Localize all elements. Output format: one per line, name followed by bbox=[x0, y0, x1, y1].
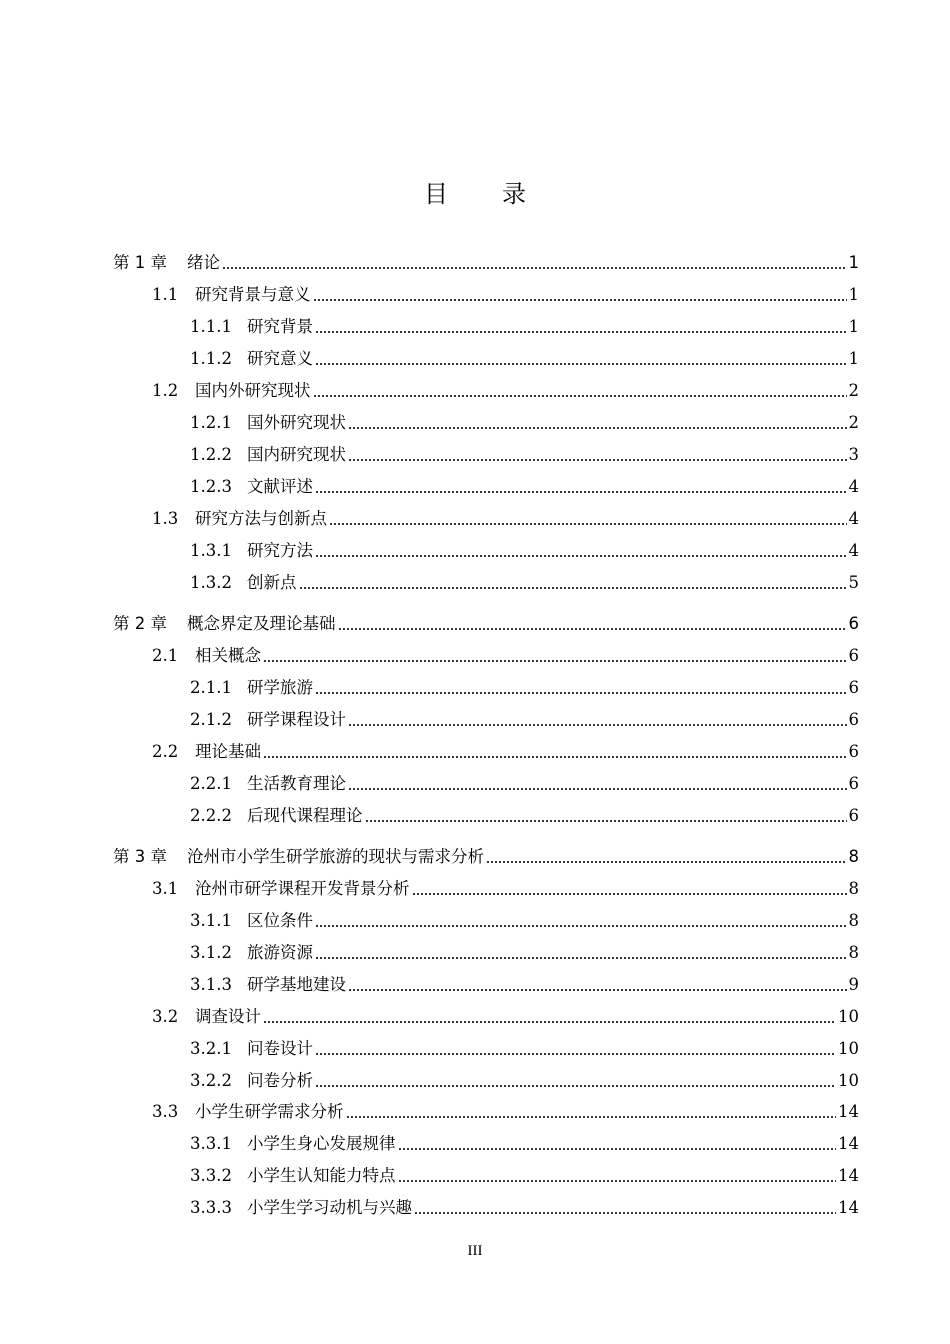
toc-dot-leader bbox=[315, 331, 847, 333]
toc-dot-leader bbox=[338, 628, 847, 630]
toc-entry-page: 9 bbox=[848, 975, 859, 994]
toc-entry-label: 绪论 bbox=[187, 253, 220, 272]
toc-entry-label: 概念界定及理论基础 bbox=[187, 614, 336, 633]
page-number: III bbox=[467, 1243, 483, 1259]
toc-entry-label: 调查设计 bbox=[195, 1007, 261, 1026]
toc-entry-label: 创新点 bbox=[247, 573, 297, 592]
toc-entry-number: 2.1.1 bbox=[190, 678, 232, 697]
toc-entry-number: 3.2 bbox=[152, 1007, 179, 1026]
toc-dot-leader bbox=[222, 267, 847, 269]
toc-entry-number: 3.3.1 bbox=[190, 1134, 232, 1153]
toc-entry-number: 3.3.2 bbox=[190, 1166, 232, 1185]
toc-entry-number: 3.3.3 bbox=[190, 1198, 232, 1217]
toc-entry-number: 1.2.2 bbox=[190, 445, 232, 464]
toc-entry-label: 旅游资源 bbox=[247, 943, 313, 962]
toc-entry[interactable] bbox=[152, 377, 859, 401]
toc-entry-label: 国内外研究现状 bbox=[195, 381, 311, 400]
toc-entry-number: 1.3 bbox=[152, 509, 179, 528]
toc-dot-leader bbox=[398, 1148, 837, 1150]
toc-entry-page: 14 bbox=[838, 1102, 859, 1121]
toc-title: 目录 bbox=[424, 180, 580, 208]
toc-entry-page: 1 bbox=[848, 253, 859, 272]
toc-entry-number: 1.2.1 bbox=[190, 413, 232, 432]
toc-entry[interactable] bbox=[152, 738, 859, 762]
toc-entry[interactable] bbox=[152, 875, 859, 899]
toc-entry[interactable] bbox=[152, 281, 859, 305]
toc-dot-leader bbox=[313, 395, 847, 397]
toc-entry-label: 研究方法与创新点 bbox=[195, 509, 327, 528]
toc-entry-label: 小学生认知能力特点 bbox=[247, 1166, 396, 1185]
toc-entry[interactable] bbox=[190, 1067, 859, 1091]
toc-entry-page: 10 bbox=[838, 1007, 859, 1026]
toc-entry-page: 2 bbox=[848, 381, 859, 400]
toc-entry-label: 问卷分析 bbox=[247, 1071, 313, 1090]
toc-dot-leader bbox=[313, 299, 847, 301]
toc-entry-number: 1.1.2 bbox=[190, 349, 232, 368]
toc-dot-leader bbox=[486, 861, 847, 863]
toc-entry-label: 后现代课程理论 bbox=[247, 806, 363, 825]
toc-entry[interactable] bbox=[190, 537, 859, 561]
toc-entry-number: 3.3 bbox=[152, 1102, 179, 1121]
toc-entry-label: 沧州市研学课程开发背景分析 bbox=[195, 879, 410, 898]
toc-entry-label: 研究背景与意义 bbox=[195, 285, 311, 304]
toc-entry[interactable] bbox=[190, 802, 859, 826]
toc-entry-page: 1 bbox=[848, 317, 859, 336]
toc-entry-page: 4 bbox=[848, 477, 859, 496]
toc-entry[interactable] bbox=[190, 1130, 859, 1154]
toc-entry-label: 国内研究现状 bbox=[247, 445, 346, 464]
toc-entry-label: 研学旅游 bbox=[247, 678, 313, 697]
toc-entry-label: 区位条件 bbox=[247, 911, 313, 930]
toc-dot-leader bbox=[414, 1212, 836, 1214]
toc-entry[interactable] bbox=[152, 642, 859, 666]
toc-entry-label: 小学生研学需求分析 bbox=[195, 1102, 344, 1121]
toc-entry-number: 第 2 章 bbox=[113, 614, 167, 633]
toc-dot-leader bbox=[348, 459, 847, 461]
toc-entry[interactable] bbox=[190, 770, 859, 794]
toc-entry-number: 1.1 bbox=[152, 285, 179, 304]
toc-dot-leader bbox=[315, 1053, 836, 1055]
toc-entry-page: 6 bbox=[848, 774, 859, 793]
toc-entry[interactable] bbox=[113, 610, 859, 634]
toc-entry-number: 2.1 bbox=[152, 646, 179, 665]
toc-entry-label: 文献评述 bbox=[247, 477, 313, 496]
toc-entry-number: 3.1.2 bbox=[190, 943, 232, 962]
toc-dot-leader bbox=[315, 363, 847, 365]
toc-entry-number: 3.1 bbox=[152, 879, 179, 898]
toc-entry-label: 研究方法 bbox=[247, 541, 313, 560]
toc-entry-number: 1.1.1 bbox=[190, 317, 232, 336]
toc-entry[interactable] bbox=[152, 505, 859, 529]
toc-entry[interactable] bbox=[190, 1162, 859, 1186]
toc-entry-page: 6 bbox=[848, 806, 859, 825]
toc-entry-page: 2 bbox=[848, 413, 859, 432]
toc-entry-label: 研学课程设计 bbox=[247, 710, 346, 729]
toc-entry-label: 研究意义 bbox=[247, 349, 313, 368]
toc-dot-leader bbox=[329, 523, 847, 525]
toc-entry-number: 2.2.1 bbox=[190, 774, 232, 793]
toc-entry-page: 14 bbox=[838, 1166, 859, 1185]
toc-entry-label: 国外研究现状 bbox=[247, 413, 346, 432]
toc-entry-page: 10 bbox=[838, 1071, 859, 1090]
toc-entry-page: 3 bbox=[848, 445, 859, 464]
toc-dot-leader bbox=[348, 427, 847, 429]
toc-entry[interactable] bbox=[190, 939, 859, 963]
toc-entry-page: 14 bbox=[838, 1134, 859, 1153]
toc-dot-leader bbox=[263, 660, 847, 662]
toc-entry-number: 1.2.3 bbox=[190, 477, 232, 496]
toc-dot-leader bbox=[315, 957, 847, 959]
toc-entry[interactable] bbox=[190, 345, 859, 369]
toc-entry[interactable] bbox=[152, 1098, 859, 1122]
toc-entry-page: 6 bbox=[848, 678, 859, 697]
toc-entry[interactable] bbox=[190, 907, 859, 931]
toc-entry-page: 6 bbox=[848, 614, 859, 633]
toc-entry-page: 4 bbox=[848, 541, 859, 560]
toc-entry[interactable] bbox=[190, 441, 859, 465]
toc-entry[interactable] bbox=[190, 569, 859, 593]
toc-entry-page: 8 bbox=[848, 879, 859, 898]
toc-entry-number: 1.3.2 bbox=[190, 573, 232, 592]
toc-entry-number: 第 1 章 bbox=[113, 253, 167, 272]
toc-dot-leader bbox=[365, 820, 847, 822]
toc-entry-number: 第 3 章 bbox=[113, 847, 167, 866]
toc-entry[interactable] bbox=[113, 843, 859, 867]
toc-entry[interactable] bbox=[113, 249, 859, 273]
toc-entry-page: 4 bbox=[848, 509, 859, 528]
toc-entry-label: 小学生学习动机与兴趣 bbox=[247, 1198, 412, 1217]
toc-dot-leader bbox=[348, 788, 847, 790]
toc-dot-leader bbox=[315, 925, 847, 927]
toc-entry-number: 2.1.2 bbox=[190, 710, 232, 729]
toc-entry-page: 1 bbox=[848, 349, 859, 368]
toc-dot-leader bbox=[412, 893, 847, 895]
toc-entry[interactable] bbox=[190, 409, 859, 433]
toc-dot-leader bbox=[263, 756, 847, 758]
toc-entry[interactable] bbox=[152, 1003, 859, 1027]
toc-entry-label: 相关概念 bbox=[195, 646, 261, 665]
toc-entry[interactable] bbox=[190, 674, 859, 698]
toc-entry-number: 3.2.2 bbox=[190, 1071, 232, 1090]
toc-entry-page: 14 bbox=[838, 1198, 859, 1217]
toc-entry-page: 1 bbox=[848, 285, 859, 304]
toc-entry-page: 6 bbox=[848, 710, 859, 729]
toc-entry-label: 小学生身心发展规律 bbox=[247, 1134, 396, 1153]
toc-entry-page: 10 bbox=[838, 1039, 859, 1058]
toc-entry[interactable] bbox=[190, 706, 859, 730]
toc-entry-number: 2.2.2 bbox=[190, 806, 232, 825]
toc-dot-leader bbox=[398, 1180, 837, 1182]
toc-entry[interactable] bbox=[190, 313, 859, 337]
toc-entry-label: 研学基地建设 bbox=[247, 975, 346, 994]
toc-dot-leader bbox=[299, 587, 847, 589]
toc-entry-number: 3.2.1 bbox=[190, 1039, 232, 1058]
toc-dot-leader bbox=[263, 1021, 836, 1023]
toc-dot-leader bbox=[346, 1116, 837, 1118]
toc-entry-number: 3.1.1 bbox=[190, 911, 232, 930]
toc-entry-label: 研究背景 bbox=[247, 317, 313, 336]
toc-entry-page: 8 bbox=[848, 847, 859, 866]
toc-entry-page: 8 bbox=[848, 911, 859, 930]
toc-entry-number: 1.3.1 bbox=[190, 541, 232, 560]
toc-entry-page: 8 bbox=[848, 943, 859, 962]
toc-entry-number: 1.2 bbox=[152, 381, 179, 400]
toc-dot-leader bbox=[348, 989, 847, 991]
toc-dot-leader bbox=[315, 555, 847, 557]
toc-entry[interactable] bbox=[190, 1194, 859, 1218]
toc-entry-number: 2.2 bbox=[152, 742, 179, 761]
toc-entry-page: 6 bbox=[848, 742, 859, 761]
toc-entry-label: 生活教育理论 bbox=[247, 774, 346, 793]
toc-entry-label: 理论基础 bbox=[195, 742, 261, 761]
toc-dot-leader bbox=[315, 491, 847, 493]
toc-dot-leader bbox=[315, 692, 847, 694]
toc-entry[interactable] bbox=[190, 473, 859, 497]
toc-entry-label: 沧州市小学生研学旅游的现状与需求分析 bbox=[187, 847, 484, 866]
toc-entry-page: 6 bbox=[848, 646, 859, 665]
toc-dot-leader bbox=[348, 724, 847, 726]
toc-dot-leader bbox=[315, 1085, 836, 1087]
toc-entry[interactable] bbox=[190, 1035, 859, 1059]
toc-entry-number: 3.1.3 bbox=[190, 975, 232, 994]
toc-entry-label: 问卷设计 bbox=[247, 1039, 313, 1058]
toc-entry[interactable] bbox=[190, 971, 859, 995]
toc-entry-page: 5 bbox=[848, 573, 859, 592]
